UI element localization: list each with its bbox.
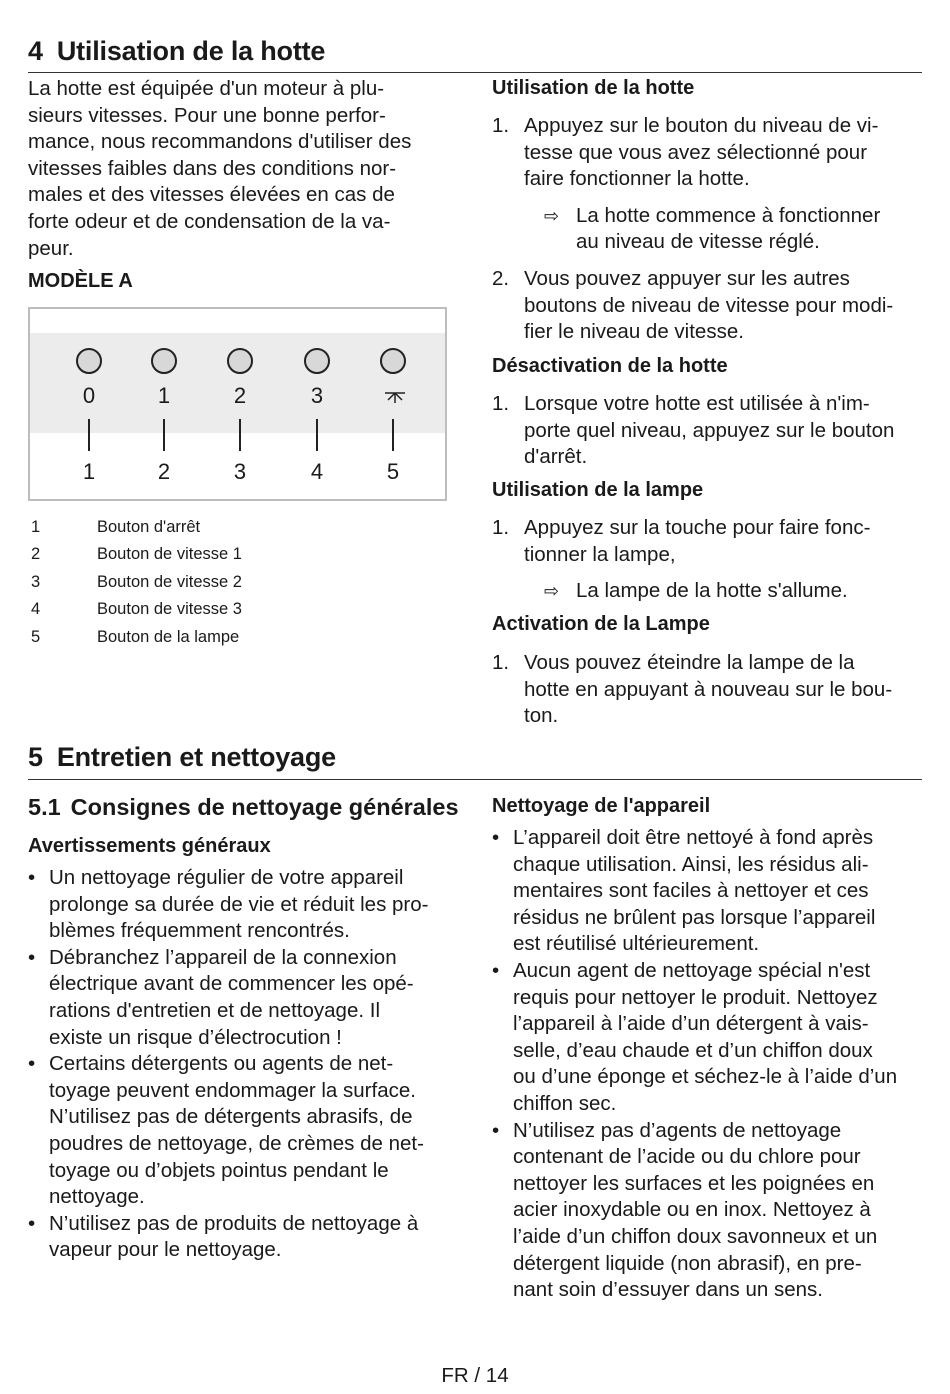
- button-label: 3: [310, 383, 324, 408]
- section-4-rule: [28, 72, 922, 73]
- section-4-heading: 4 Utilisation de la hotte: [28, 36, 326, 66]
- callout-line: [316, 419, 318, 451]
- list-item: • Un nettoyage régulier de votre appareil prolonge sa durée de vie et réduit les pro- blèmes fréquemment rencontrés.: [28, 866, 429, 943]
- usage-title: Utilisation de la hotte: [492, 77, 695, 99]
- cleaning-title: Nettoyage de l'appareil: [492, 795, 711, 817]
- intro-line: forte odeur et de condensation de la va-: [28, 209, 391, 233]
- step: 1. Appuyez sur le bouton du niveau de vi- tesse que vous avez sélectionné pour faire fonctionner la hotte.: [492, 114, 879, 191]
- button-1-knob: [151, 348, 177, 374]
- button-3-knob: [304, 348, 330, 374]
- intro-line: vitesses faibles dans des conditions nor-: [28, 156, 397, 180]
- button-label: 0: [82, 383, 96, 408]
- callout-line: [88, 419, 90, 451]
- callout-number: 4: [310, 459, 324, 484]
- arrow-icon: ⇨: [544, 205, 560, 226]
- callout-line: [392, 419, 394, 451]
- lamp-use-title: Utilisation de la lampe: [492, 479, 704, 501]
- intro-line: sieurs vitesses. Pour une bonne perfor-: [28, 103, 386, 127]
- usage-steps: [492, 113, 932, 346]
- button-0-knob: [76, 348, 102, 374]
- arrow-icon: ⇨: [544, 581, 560, 602]
- step: 1. Vous pouvez éteindre la lampe de la hotte en appuyant à nouveau sur le bou- ton.: [492, 651, 893, 728]
- intro-paragraph: [28, 76, 468, 262]
- control-panel-diagram: [28, 307, 447, 501]
- list-item: • L’appareil doit être nettoyé à fond après chaque utilisation. Ainsi, les résidus ali- mentaires sont faciles à nettoyer et ces résidus ne brûlent pas lorsque l’appareil est réutilisé ultérieurement.: [492, 826, 876, 956]
- intro-line: peur.: [28, 236, 74, 260]
- section-5-rule: [28, 779, 922, 780]
- callout-number: 3: [233, 459, 247, 484]
- callout-line: [163, 419, 165, 451]
- step: 1. Lorsque votre hotte est utilisée à n'im- porte quel niveau, appuyez sur le bouton d'arrêt.: [492, 392, 895, 469]
- button-2-knob: [227, 348, 253, 374]
- list-item: • Aucun agent de nettoyage spécial n'est requis pour nettoyer le produit. Nettoyez l’appareil à l’aide d’un détergent à vais- selle, d’eau chaude et d’un chiffon doux ou d’une éponge et séchez-le à l’aide d’un chiffon sec.: [492, 958, 898, 1115]
- deactivation-title: Désactivation de la hotte: [492, 355, 728, 377]
- warnings-list: [28, 865, 468, 1264]
- callout-number: 5: [386, 459, 400, 484]
- step-result: ⇨ La hotte commence à fonctionner au niveau de vitesse réglé.: [544, 203, 881, 254]
- section-5-heading: 5 Entretien et nettoyage: [28, 742, 336, 772]
- warnings-title: Avertissements généraux: [28, 835, 271, 857]
- lamp-activation-title: Activation de la Lampe: [492, 613, 710, 635]
- callout-number: 2: [157, 459, 171, 484]
- step: 1. Appuyez sur la touche pour faire fonc- tionner la lampe,: [492, 516, 871, 566]
- model-label: MODÈLE A: [28, 270, 133, 292]
- deactivation-steps: [492, 391, 932, 471]
- list-item: • Débranchez l’appareil de la connexion électrique avant de commencer les opé- rations d'entretien et de nettoyage. Il existe un risque d’électrocution !: [28, 945, 414, 1049]
- list-item: • N’utilisez pas d’agents de nettoyage contenant de l’acide ou du chlore pour nettoyer les surfaces et les poignées en acier inoxydable ou en inox. Nettoyez à l’aide d’un chiffon doux savonneux et un détergent liquide (non abrasif), en pre- nant soin d’essuyer dans un sens.: [492, 1118, 878, 1302]
- button-label: 2: [233, 383, 247, 408]
- lamp-use-steps: [492, 515, 932, 605]
- lamp-activation-steps: [492, 650, 932, 730]
- subsection-heading: 5.1 Consignes de nettoyage générales: [28, 794, 459, 820]
- cleaning-list: [492, 825, 932, 1304]
- list-item: • Certains détergents ou agents de net- toyage peuvent endommager la surface. N’utilisez pas de détergents abrasifs, de poudres de nettoyage, de crèmes de net- toyage ou d’objets pointus pendant le nettoyage.: [28, 1052, 424, 1209]
- step-result: ⇨ La lampe de la hotte s'allume.: [492, 578, 932, 605]
- callout-number: 1: [82, 459, 96, 484]
- callout-line: [239, 419, 241, 451]
- intro-line: La hotte est équipée d'un moteur à plu-: [28, 77, 385, 100]
- button-label: 1: [157, 383, 171, 408]
- lamp-icon: [380, 387, 410, 407]
- page-number: FR / 14: [441, 1364, 509, 1387]
- lamp-button-knob: [380, 348, 406, 374]
- intro-line: mance, nous recommandons d'utiliser des: [28, 130, 412, 154]
- intro-line: males et des vitesses élevées en cas de: [28, 183, 395, 207]
- step: 2. Vous pouvez appuyer sur les autres boutons de niveau de vitesse pour modi- fier le niveau de vitesse.: [492, 266, 894, 344]
- list-item: • N’utilisez pas de produits de nettoyage à vapeur pour le nettoyage.: [28, 1211, 419, 1262]
